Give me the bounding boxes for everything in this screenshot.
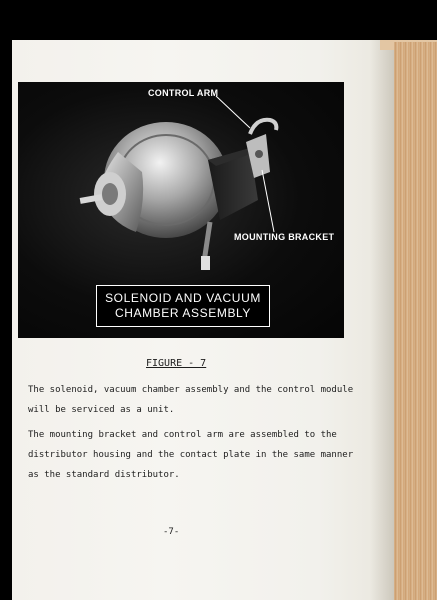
paragraph-2-line-2: distributor housing and the contact plate in the same manner xyxy=(28,450,354,460)
figure-photo xyxy=(18,82,344,338)
page-number: -7- xyxy=(163,527,180,537)
photo-caption-line-2: CHAMBER ASSEMBLY xyxy=(114,306,252,320)
paragraph-2-line-1: The mounting bracket and control arm are assembled to the xyxy=(28,430,337,440)
mounting-bracket-leader-line xyxy=(262,170,274,232)
paragraph-1-line-1: The solenoid, vacuum chamber assembly and the control module xyxy=(28,385,354,395)
mounting-bracket-callout: MOUNTING BRACKET xyxy=(234,232,335,242)
paragraph-1-line-2: will be serviced as a unit. xyxy=(28,405,175,415)
control-arm-leader-line xyxy=(216,96,250,128)
page-gutter-shadow xyxy=(370,40,394,600)
book-page-edges xyxy=(394,42,437,600)
control-arm-callout: CONTROL ARM xyxy=(148,88,219,98)
paragraph-1 xyxy=(28,380,353,420)
figure-label: FIGURE - 7 xyxy=(146,358,207,369)
paragraph-2 xyxy=(28,425,353,485)
photo-caption-line-1: SOLENOID AND VACUUM xyxy=(105,291,261,305)
photo-caption-box xyxy=(96,285,270,327)
paragraph-2-line-3: as the standard distributor. xyxy=(28,470,180,480)
